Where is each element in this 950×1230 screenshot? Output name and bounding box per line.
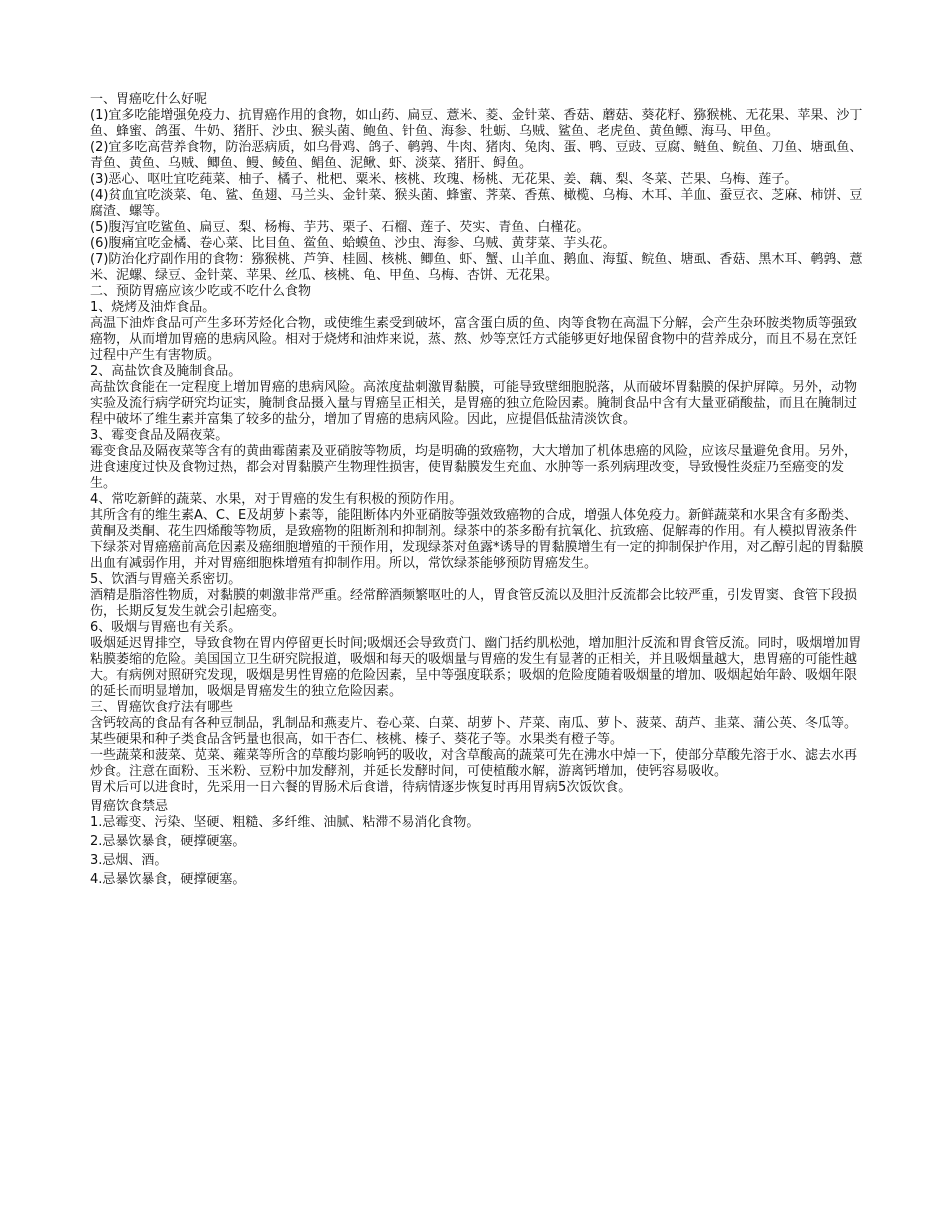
paragraph: 酒精是脂溶性物质，对黏膜的刺激非常严重。经常醉酒频繁呕吐的人，胃食管反流以及胆汁反流都会比较严重，引发胃窦、食管下段损伤，长期反复发生就会引起癌变。 — [90, 588, 858, 619]
paragraph: 高温下油炸食品可产生多环芳烃化合物，或使维生素受到破坏，富含蛋白质的鱼、肉等食物在高温下分解，会产生杂环胺类物质等强致癌物，从而增加胃癌的患病风险。相对于烧烤和油炸来说，蒸、熬、炒等烹饪方式能够更好地保留食物中的营养成分，而且不易在烹饪过程中产生有害物质。 — [90, 316, 858, 363]
paragraph: 胃术后可以进食时，先采用一日六餐的胃肠术后食谱，待病情逐步恢复时再用胃病5次饭饮食。 — [90, 780, 632, 795]
list-item: 3.忌烟、酒。 — [90, 853, 168, 868]
paragraph: (3)恶心、呕吐宜吃莼菜、柚子、橘子、枇杷、粟米、核桃、玫瑰、杨桃、无花果、姜、藕、梨、冬菜、芒果、乌梅、莲子。 — [90, 172, 798, 187]
subheading: 2、高盐饮食及腌制食品。 — [90, 364, 242, 379]
section-heading-1: 一、胃癌吃什么好呢 — [90, 92, 208, 107]
paragraph: 一些蔬菜和菠菜、苋菜、蕹菜等所含的草酸均影响钙的吸收，对含草酸高的蔬菜可先在沸水中焯一下，使部分草酸先溶于水、滤去水再炒食。注意在面粉、玉米粉、豆粉中加发酵剂，并延长发酵时间，可使植酸水解，游离钙增加，使钙容易吸收。 — [90, 748, 858, 779]
paragraph: 高盐饮食能在一定程度上增加胃癌的患病风险。高浓度盐刺激胃黏膜，可能导致壁细胞脱落，从而破坏胃黏膜的保护屏障。另外，动物实验及流行病学研究均证实，腌制食品摄入量与胃癌呈正相关，是胃癌的独立危险因素。腌制食品中含有大量亚硝酸盐，而且在腌制过程中破坏了维生素并富集了较多的盐分，增加了胃癌的患病风险。因此，应提倡低盐清淡饮食。 — [90, 380, 858, 427]
document-body — [90, 92, 865, 888]
subheading: 4、常吃新鲜的蔬菜、水果，对于胃癌的发生有积极的预防作用。 — [90, 492, 463, 507]
list-item: 4.忌暴饮暴食，硬撑硬塞。 — [90, 872, 246, 887]
section-heading-3: 三、胃癌饮食疗法有哪些 — [90, 700, 234, 715]
subheading: 1、烧烤及油炸食品。 — [90, 300, 216, 315]
subheading: 6、吸烟与胃癌也有关系。 — [90, 620, 242, 635]
subheading: 5、饮酒与胃癌关系密切。 — [90, 572, 242, 587]
list-item: 1.忌霉变、污染、坚硬、粗糙、多纤维、油腻、粘滞不易消化食物。 — [90, 815, 480, 830]
paragraph: 霉变食品及隔夜菜等含有的黄曲霉菌素及亚硝胺等物质，均是明确的致癌物，大大增加了机体患癌的风险，应该尽量避免食用。另外，进食速度过快及食物过热，都会对胃黏膜产生物理性损害，使胃黏膜发生充血、水肿等一系列病理改变，导致慢性炎症乃至癌变的发生。 — [90, 444, 858, 491]
section-heading-taboo: 胃癌饮食禁忌 — [90, 799, 169, 814]
paragraph: 含钙较高的食品有各种豆制品，乳制品和燕麦片、卷心菜、白菜、胡萝卜、芹菜、南瓜、萝卜、菠菜、葫芦、韭菜、蒲公英、冬瓜等。某些硬果和种子类食品含钙量也很高，如干杏仁、核桃、榛子、葵花子等。水果类有橙子等。 — [90, 716, 858, 747]
paragraph: (2)宜多吃高营养食物，防治恶病质，如乌骨鸡、鸽子、鹌鹑、牛肉、猪肉、兔肉、蛋、鸭、豆豉、豆腐、鲢鱼、鲩鱼、刀鱼、塘虱鱼、青鱼、黄鱼、乌贼、鲫鱼、鳗、鲮鱼、鲳鱼、泥鳅、虾、淡菜、猪肝、鲟鱼。 — [90, 140, 863, 171]
paragraph: 其所含有的维生素A、C、E及胡萝卜素等，能阻断体内外亚硝胺等强效致癌物的合成，增强人体免疫力。新鲜蔬菜和水果含有多酚类、黄酮及类酮、花生四烯酸等物质，是致癌物的阻断剂和抑制剂。绿茶中的茶多酚有抗氧化、抗致癌、促解毒的作用。有人模拟胃液条件下绿茶对胃癌癌前高危因素及癌细胞增殖的干预作用，发现绿茶对鱼露*诱导的胃黏膜增生有一定的抑制保护作用，对乙醇引起的胃黏膜出血有减弱作用，并对胃癌细胞株增殖有抑制作用。所以，常饮绿茶能够预防胃癌发生。 — [90, 508, 864, 571]
subheading: 3、霉变食品及隔夜菜。 — [90, 428, 229, 443]
list-item: 2.忌暴饮暴食，硬撑硬塞。 — [90, 834, 246, 849]
paragraph: (6)腹痛宜吃金橘、卷心菜、比目鱼、鲎鱼、蛤蟆鱼、沙虫、海参、乌贼、黄芽菜、芋头花。 — [90, 236, 616, 251]
paragraph: (4)贫血宜吃淡菜、龟、鲨、鱼翅、马兰头、金针菜、猴头菌、蜂蜜、荠菜、香蕉、橄榄、乌梅、木耳、羊血、蚕豆衣、芝麻、柿饼、豆腐渣、螺等。 — [90, 188, 863, 219]
paragraph: 吸烟延迟胃排空，导致食物在胃内停留更长时间;吸烟还会导致贲门、幽门括约肌松弛，增加胆汁反流和胃食管反流。同时，吸烟增加胃粘膜萎缩的危险。美国国立卫生研究院报道，吸烟和每天的吸烟量与胃癌的发生有显著的正相关，并且吸烟量越大，患胃癌的可能性越大。有病例对照研究发现，吸烟是男性胃癌的危险因素，呈中等强度联系；吸烟的危险度随着吸烟量的增加、吸烟起始年龄、吸烟年限的延长而明显增加，吸烟是胃癌发生的独立危险因素。 — [90, 636, 862, 699]
paragraph: (5)腹泻宜吃鲨鱼、扁豆、梨、杨梅、芋艿、栗子、石榴、莲子、芡实、青鱼、白槿花。 — [90, 220, 590, 235]
paragraph: (7)防治化疗副作用的食物：猕猴桃、芦笋、桂圆、核桃、鲫鱼、虾、蟹、山羊血、鹅血、海蜇、鲩鱼、塘虱、香菇、黑木耳、鹌鹑、薏米、泥螺、绿豆、金针菜、苹果、丝瓜、核桃、龟、甲鱼、乌梅、杏饼、无花果。 — [90, 252, 863, 283]
paragraph: (1)宜多吃能增强免疫力、抗胃癌作用的食物，如山药、扁豆、薏米、菱、金针菜、香菇、蘑菇、葵花籽、猕猴桃、无花果、苹果、沙丁鱼、蜂蜜、鸽蛋、牛奶、猪肝、沙虫、猴头菌、鲍鱼、针鱼、海参、牡蛎、乌贼、鲨鱼、老虎鱼、黄鱼鳔、海马、甲鱼。 — [90, 108, 863, 139]
section-heading-2: 二、预防胃癌应该少吃或不吃什么食物 — [90, 284, 312, 299]
